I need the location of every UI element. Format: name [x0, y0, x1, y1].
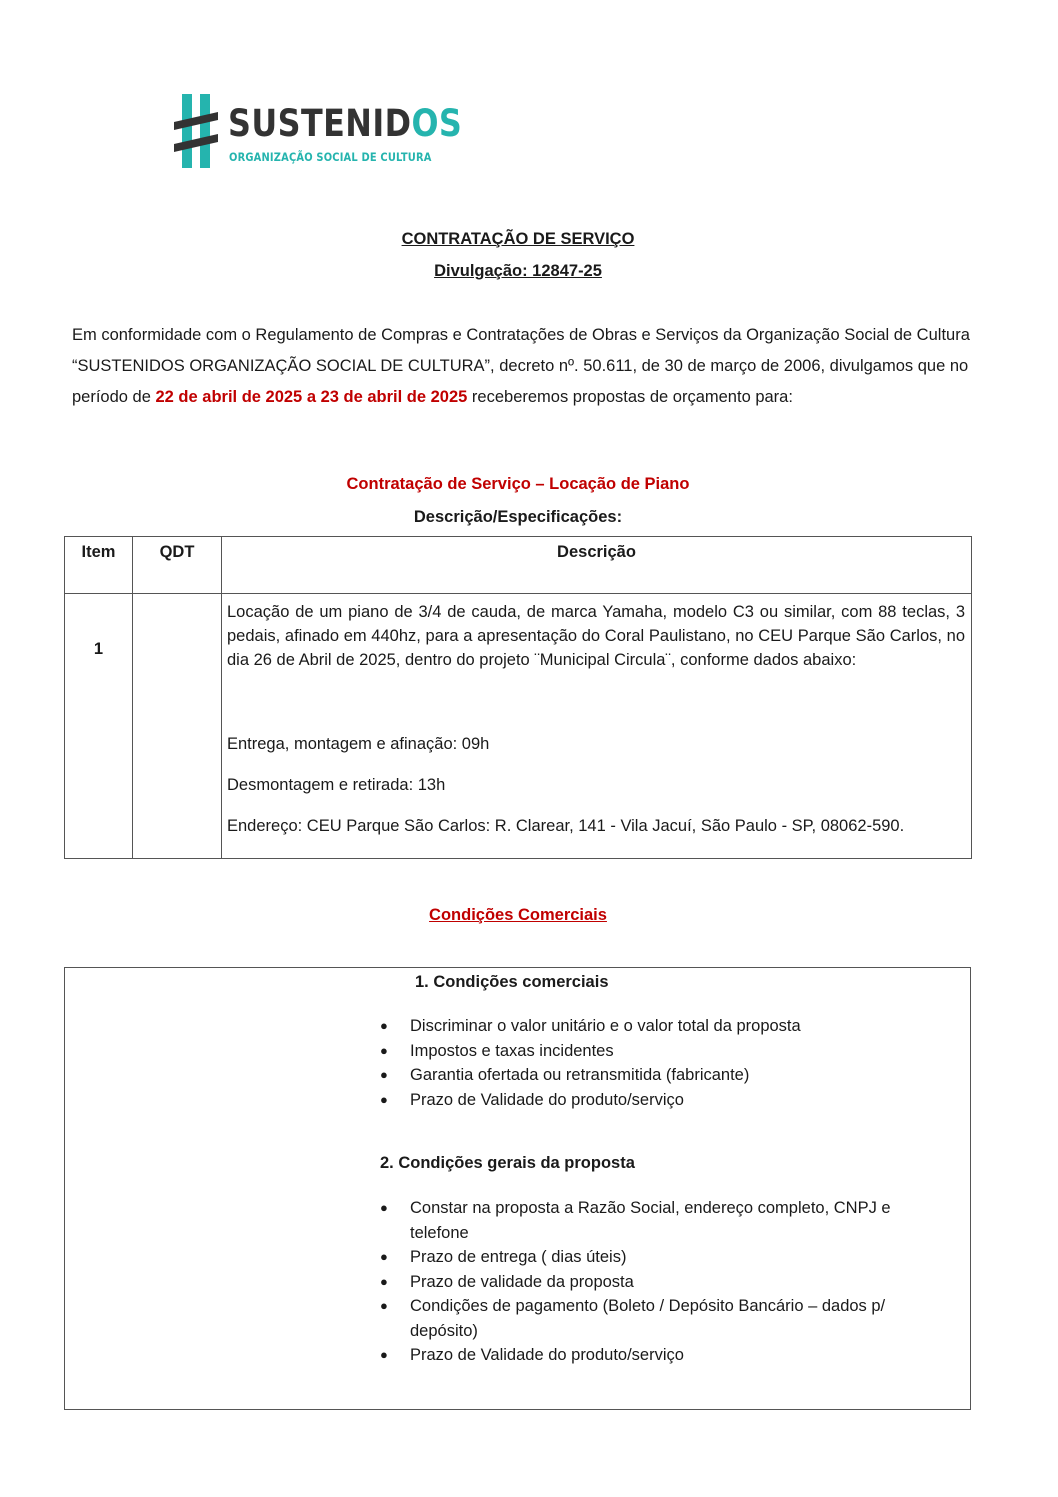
bullet-icon: ●	[380, 1249, 388, 1264]
list-item: ● Prazo de entrega ( dias úteis)	[380, 1245, 940, 1270]
list-item: ● Garantia ofertada ou retransmitida (fabricante)	[380, 1063, 940, 1088]
list-item: ● Prazo de validade da proposta	[380, 1270, 940, 1295]
organization-logo	[172, 92, 463, 172]
section-1-heading: 1. Condições comerciais	[415, 973, 609, 991]
table-header-row	[65, 537, 972, 594]
cell-item: 1	[65, 594, 133, 859]
document-title: CONTRATAÇÃO DE SERVIÇO	[401, 230, 635, 248]
delivery-time: Entrega, montagem e afinação: 09h	[227, 735, 490, 753]
bullet-icon: ●	[380, 1018, 388, 1033]
cell-description	[222, 594, 972, 859]
service-title: Contratação de Serviço – Locação de Piano	[346, 475, 690, 493]
bullet-icon: ●	[380, 1042, 388, 1058]
proposal-period: 22 de abril de 2025 a 23 de abril de 2025	[155, 388, 468, 406]
intro-paragraph: Em conformidade com o Regulamento de Compras e Contratações de Obras e Serviços da Organização Social de Cultura “SUSTENIDOS ORGANIZAÇÃO SOCIAL DE CULTURA”, decreto nº. 50.611, de 30 de março de 2006, divulgamos que no período de 22 de abril de 2025 a 23 de abril de 2025 receberemos propostas de orçamento para:	[72, 326, 970, 406]
list-item: ● Prazo de Validade do produto/serviço	[380, 1343, 940, 1368]
list-item: ● Prazo de Validade do produto/serviço	[380, 1088, 940, 1113]
list-item: ● Discriminar o valor unitário e o valor total da proposta	[380, 1014, 940, 1039]
hash-icon	[172, 92, 224, 170]
logo-subtitle: ORGANIZAÇÃO SOCIAL DE CULTURA	[229, 150, 432, 164]
header-description: Descrição	[222, 537, 972, 594]
bullet-icon: ●	[380, 1091, 388, 1107]
bullet-icon: ●	[380, 1347, 388, 1362]
dismantle-time: Desmontagem e retirada: 13h	[227, 776, 446, 794]
disclosure-number: Divulgação: 12847-25	[434, 262, 602, 280]
conditions-box	[64, 967, 971, 1410]
specification-table	[64, 536, 972, 859]
table-row	[65, 594, 972, 859]
section-2-heading: 2. Condições gerais da proposta	[380, 1154, 635, 1172]
list-item: ● Condições de pagamento (Boleto / Depósito Bancário – dados p/ depósito)	[380, 1294, 940, 1343]
description-text: Locação de um piano de 3/4 de cauda, de marca Yamaha, modelo C3 ou similar, com 88 teclas, 3 pedais, afinado em 440hz, para a apresentação do Coral Paulistano, no CEU Parque São Carlos, no dia 26 de Abril de 2025, dentro do projeto ¨Municipal Circula¨, conforme dados abaixo:	[227, 603, 965, 669]
section-2-list	[380, 1196, 940, 1368]
spec-heading: Descrição/Especificações:	[413, 508, 623, 526]
delivery-address: Endereço: CEU Parque São Carlos: R. Clarear, 141 - Vila Jacuí, São Paulo - SP, 08062-590.	[227, 817, 905, 835]
header-qdt: QDT	[133, 537, 222, 594]
header-item: Item	[65, 537, 133, 594]
list-item: ● Impostos e taxas incidentes	[380, 1039, 940, 1064]
logo-wordmark: SUSTENIDOS	[228, 102, 463, 145]
bullet-icon: ●	[380, 1298, 388, 1313]
section-1-list	[380, 1014, 940, 1112]
bullet-icon: ●	[380, 1200, 388, 1215]
commercial-conditions-title: Condições Comerciais	[429, 906, 607, 924]
bullet-icon: ●	[380, 1273, 388, 1289]
list-item: ● Constar na proposta a Razão Social, endereço completo, CNPJ e telefone	[380, 1196, 940, 1245]
cell-qdt	[133, 594, 222, 859]
bullet-icon: ●	[380, 1067, 388, 1082]
